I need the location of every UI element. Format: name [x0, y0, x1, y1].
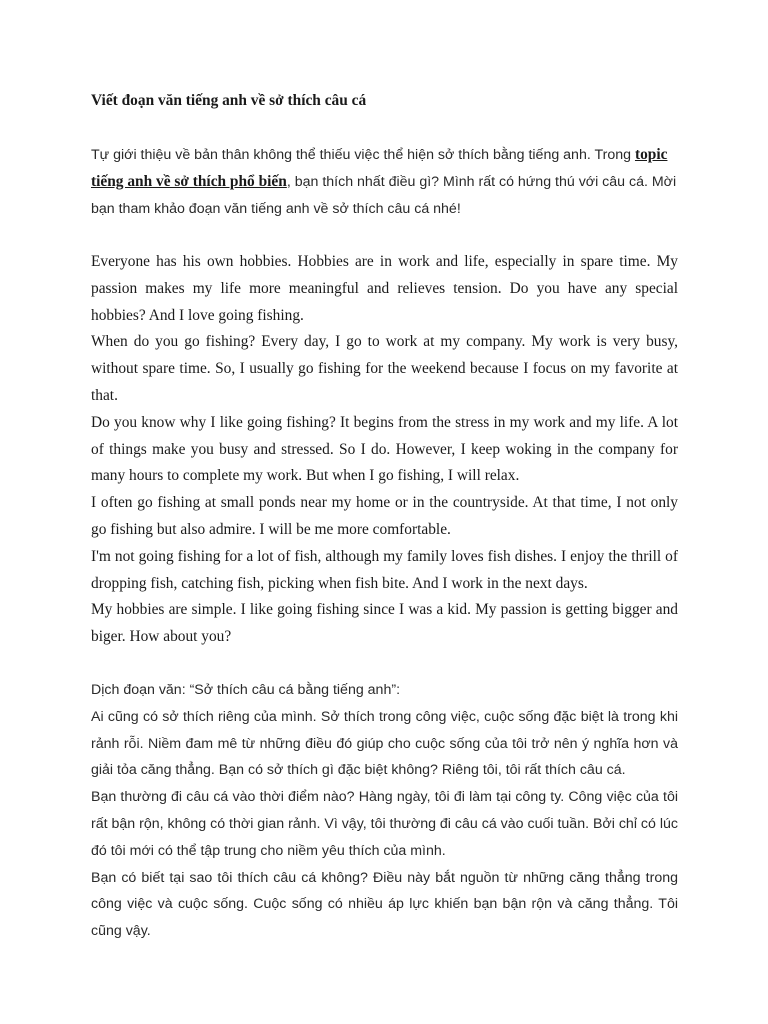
- intro-paragraph: [91, 142, 678, 222]
- english-paragraph: Do you know why I like going fishing? It begins from the stress in my work and my life. A lot of things make you busy and stressed. So I do. However, I keep woking in the company for many hours to complete my work. But when I go fishing, I will relax.: [91, 413, 678, 485]
- translation-paragraph: Bạn thường đi câu cá vào thời điểm nào? Hàng ngày, tôi đi làm tại công ty. Công việc của tôi rất bận rộn, không có thời gian rảnh. Vì vậy, tôi thường đi câu cá vào cuối tuần. Bởi chỉ có lúc đó tôi mới có thể tập trung cho niềm yêu thích của mình.: [91, 789, 678, 859]
- translation-paragraph: Ai cũng có sở thích riêng của mình. Sở thích trong công việc, cuộc sống đặc biệt là trong khi rảnh rỗi. Niềm đam mê từ những điều đó giúp cho cuộc sống của tôi trở nên ý nghĩa hơn và giải tỏa căng thẳng. Bạn có sở thích gì đặc biệt không? Riêng tôi, tôi rất thích câu cá.: [91, 708, 678, 779]
- english-paragraph: My hobbies are simple. I like going fishing since I was a kid. My passion is getting bigger and biger. How about you?: [91, 601, 678, 646]
- translation-heading: Dịch đoạn văn: “Sở thích câu cá bằng tiếng anh”:: [91, 682, 401, 698]
- english-paragraph: When do you go fishing? Every day, I go to work at my company. My work is very busy, without spare time. So, I usually go fishing for the weekend because I focus on my favorite at that.: [91, 333, 678, 404]
- translation-paragraph: Bạn có biết tại sao tôi thích câu cá không? Điều này bắt nguồn từ những căng thẳng trong công việc và cuộc sống. Cuộc sống có nhiều áp lực khiến bạn bận rộn và căng thẳng. Tôi cũng vậy.: [91, 869, 678, 940]
- intro-text-after-link: , bạn thích nhất điều gì? Mình rất có hứng thú với câu cá. Mời bạn tham khảo đoạn văn tiếng anh về sở thích câu cá nhé!: [91, 173, 677, 217]
- document-title: Viết đoạn văn tiếng anh về sở thích câu cá: [91, 92, 367, 109]
- english-essay: [91, 249, 678, 651]
- vietnamese-translation: [91, 677, 678, 945]
- english-paragraph: I often go fishing at small ponds near my home or in the countryside. At that time, I not only go fishing but also admire. I will be me more comfortable.: [91, 494, 678, 538]
- english-paragraph: I'm not going fishing for a lot of fish, although my family loves fish dishes. I enjoy the thrill of dropping fish, catching fish, picking when fish bite. And I work in the next days.: [91, 547, 678, 592]
- topic-link[interactable]: topic tiếng anh về sở thích phổ biến: [91, 146, 668, 190]
- intro-text-before-link: Tự giới thiệu về bản thân không thể thiếu việc thể hiện sở thích bằng tiếng anh. Trong: [91, 147, 635, 163]
- english-paragraph: Everyone has his own hobbies. Hobbies are in work and life, especially in spare time. My passion makes my life more meaningful and relieves tension. Do you have any special hobbies? And I love going fishing.: [91, 253, 678, 324]
